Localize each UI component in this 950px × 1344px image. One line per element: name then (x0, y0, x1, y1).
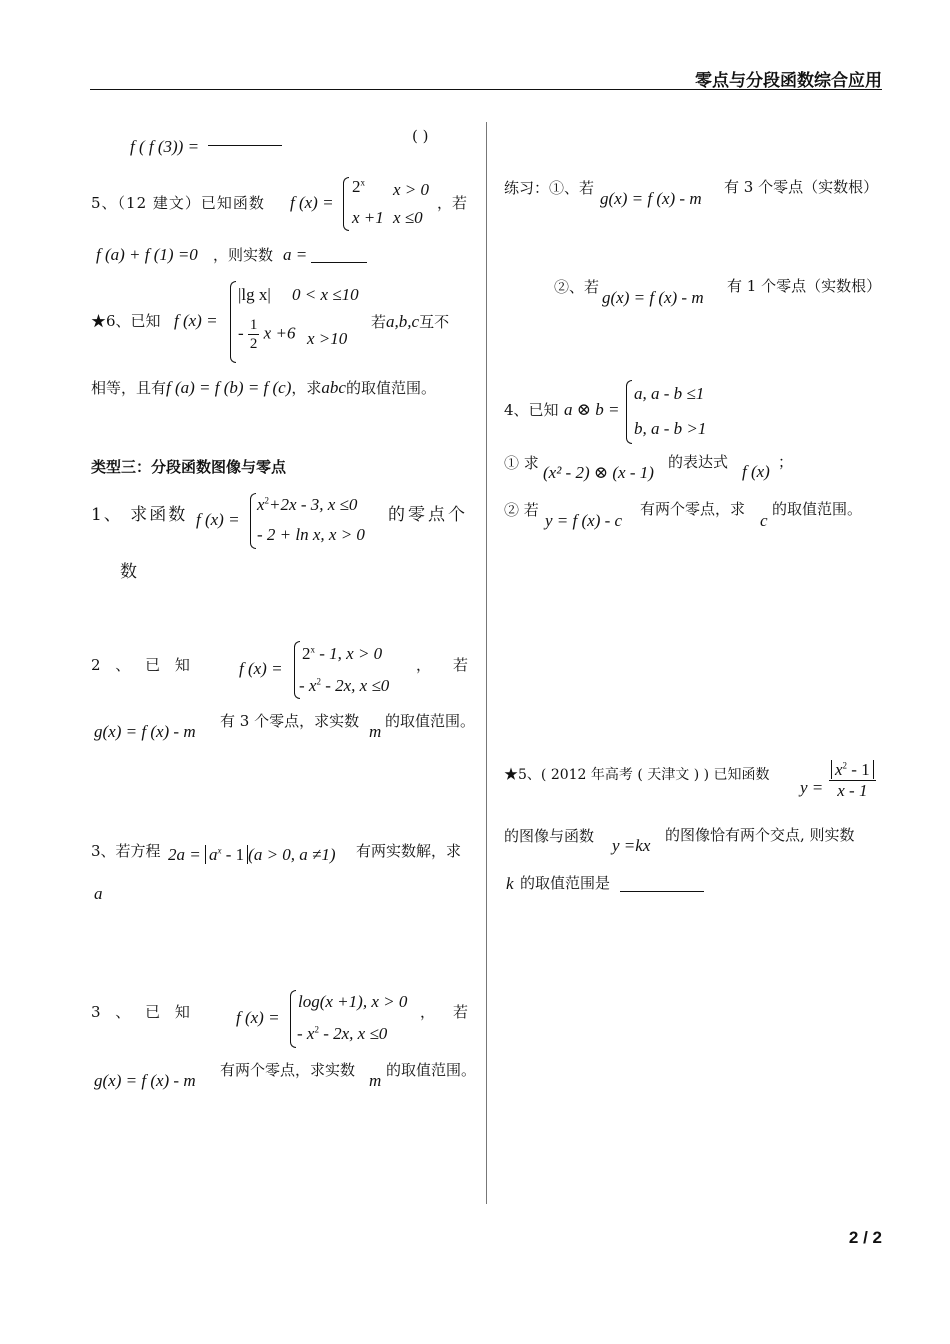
q2-case2-sup: 2 (316, 676, 321, 687)
q4-brace (626, 380, 632, 444)
q2-case1-sup: x (310, 644, 315, 655)
q3a-abs-rest: - 1 (221, 845, 245, 864)
rq5-fraction (829, 760, 876, 802)
q3b-case2 (297, 1024, 387, 1044)
q1-case1-sup: 2 (264, 495, 270, 506)
q2-case2-a: - x (299, 676, 317, 695)
q1-label: 1、 求函数 (91, 505, 188, 525)
ff3-answer-blank (208, 144, 282, 146)
q3b-fx: f (x) = (236, 1008, 280, 1027)
q5-case1 (352, 177, 365, 197)
rq5-line3-var: k (506, 874, 514, 893)
ff3-expression (130, 137, 199, 157)
q2-ruo: 若 (453, 656, 469, 674)
q3b-line2-text: 有两个零点，求实数 (220, 1061, 356, 1079)
q1-case1 (257, 495, 357, 515)
q6-case1-expr: |lg x| (238, 285, 271, 304)
ff3-paren: ( ) (412, 127, 429, 145)
q5-fx: f (x) = (290, 193, 334, 212)
q5-ruo: ，若 (437, 194, 468, 212)
q2-case2-b: - 2x, x ≤0 (320, 676, 390, 695)
q4-sub2-var: c (760, 511, 768, 530)
q5-case2-expr: x +1 (352, 208, 384, 227)
practice2-pre: ②、若 (554, 278, 600, 296)
q2-case1 (302, 644, 382, 664)
rq5-frac (829, 760, 876, 802)
q5-case1-cond: x > 0 (393, 180, 430, 199)
q6-tail-vars: a,b,c (386, 312, 420, 331)
q5-line2-text: ，则实数 (213, 246, 274, 264)
q4-sub1-pre: ① 求 (504, 454, 539, 472)
header-rule (90, 89, 882, 90)
q3a-expr (168, 845, 336, 865)
ff3-expr-text: f ( f (3)) = (130, 137, 200, 156)
practice2-expr: g(x) = f (x) - m (602, 288, 704, 307)
q5-case1-base: 2 (352, 177, 361, 196)
q2-line2-text: 有 3 个零点，求实数 (220, 712, 360, 730)
q4-case2: b, a - b >1 (634, 419, 707, 438)
q1-case1-a: x (257, 495, 265, 514)
q3b-line2-expr: g(x) = f (x) - m (94, 1071, 196, 1090)
q5-case2-cond: x ≤0 (393, 208, 423, 227)
q6-line2-pre: 相等，且有 (91, 379, 167, 397)
q3a-abs-base: a (208, 845, 218, 864)
q2-line2-expr: g(x) = f (x) - m (94, 722, 196, 741)
rq5-num-abs (831, 760, 874, 779)
q5-brace (343, 177, 349, 231)
q2-case1-a: 2 (302, 644, 311, 663)
q3a-tail: 有两实数解，求 (356, 842, 462, 860)
rq5-answer-blank (620, 890, 704, 892)
page-number: 2 / 2 (848, 1228, 882, 1247)
q6-tail (371, 312, 449, 332)
rq5-num-a: x (835, 760, 843, 779)
q2-case1-b: - 1, x > 0 (315, 644, 383, 663)
q6-frac-den: 2 (249, 336, 258, 352)
q4-label: 4、已知 (504, 401, 559, 419)
q3a-line2: a (94, 884, 103, 903)
q1-brace (250, 493, 256, 549)
type3-title: 类型三：分段函数图像与零点 (91, 458, 287, 476)
q3a-expr-left: 2a = (168, 845, 201, 864)
q4-sub1-expr: (x² - 2) ⊗ (x - 1) (543, 463, 654, 482)
q6-tail-pre: 若 (371, 313, 387, 331)
q3b-case1: log(x +1), x > 0 (298, 992, 408, 1011)
q3b-brace (290, 990, 296, 1048)
q2-comma: ， (416, 656, 432, 674)
q1-case1-b: +2x - 3, x ≤0 (269, 495, 358, 514)
q5-answer-blank (311, 261, 367, 263)
q3a-label: 3、若方程 (91, 842, 161, 860)
header-title: 零点与分段函数综合应用 (695, 71, 882, 91)
q6-frac-num: 1 (249, 317, 258, 333)
q6-line2-post: ，求 (291, 379, 322, 397)
q2-case2 (299, 676, 389, 696)
q6-line2-expr: f (a) = f (b) = f (c) (166, 378, 292, 397)
rq5-y: y = (800, 778, 824, 797)
q1-case2: - 2 + ln x, x > 0 (257, 525, 365, 544)
q2-line2-var: m (369, 722, 382, 741)
q2-fx: f (x) = (239, 659, 283, 678)
q4-sub2-end: 的取值范围。 (772, 500, 863, 518)
q6-brace (230, 281, 236, 363)
q3b-case2-sup: 2 (314, 1024, 319, 1035)
q4-case1: a, a - b ≤1 (634, 384, 705, 403)
q6-label: ★6、已知 (91, 312, 161, 330)
q6-case2-rest: x +6 (263, 323, 296, 343)
q3b-comma: ， (420, 1003, 436, 1021)
q2-label: 2 、 已 知 (91, 656, 190, 674)
q5-line2-expr: f (a) + f (1) =0 (96, 245, 198, 264)
rq5-label: ★5、( 2012 年高考 ( 天津文 ) ) 已知函数 (504, 767, 770, 783)
q4-sub1-mid: 的表达式 (668, 453, 729, 471)
rq5-num-sup: 2 (842, 760, 848, 771)
rq5-line2-post: 的图像恰有两个交点, 则实数 (665, 826, 855, 844)
q6-case1-cond: 0 < x ≤10 (292, 285, 359, 304)
practice1-post: 有 3 个零点（实数根） (724, 178, 879, 196)
q3a-abs (205, 845, 248, 864)
q6-line2-end: 的取值范围。 (345, 379, 436, 397)
q4-sub2-pre: ② 若 (504, 501, 539, 519)
rq5-frac-den: x - 1 (837, 781, 868, 801)
q6-case2-fraction (248, 316, 260, 353)
q3b-label: 3 、 已 知 (91, 1003, 190, 1021)
q4-op: a ⊗ b = (564, 400, 620, 419)
q5-line2-var: a = (283, 245, 308, 264)
practice1-pre: 练习：①、若 (504, 179, 595, 197)
rq5-line3-text: 的取值范围是 (520, 874, 611, 892)
q4-sub1 (504, 454, 539, 472)
q6-case2 (238, 316, 295, 353)
q3a-abs-sup: x (217, 845, 222, 856)
q6-tail-post: 互不 (419, 313, 450, 331)
q6-line2 (91, 378, 436, 398)
rq5-line2-expr: y =kx (612, 836, 651, 855)
q6-fx: f (x) = (174, 311, 218, 330)
q1-line2: 数 (120, 562, 137, 582)
q1-fx: f (x) = (196, 510, 240, 529)
rq5-line2-pre: 的图像与函数 (504, 827, 595, 845)
q3b-line2-var: m (369, 1071, 382, 1090)
rq5-frac-num (829, 760, 876, 781)
q4-sub2-expr: y = f (x) - c (545, 511, 623, 530)
q3b-ruo: 若 (453, 1003, 469, 1021)
column-divider (486, 122, 487, 1204)
q3b-case2-a: - x (297, 1024, 315, 1043)
practice1-expr: g(x) = f (x) - m (600, 189, 702, 208)
q6-case2-cond: x >10 (307, 329, 348, 348)
q6-line2-var: abc (321, 378, 346, 397)
q6-case2-sign: - (238, 323, 244, 343)
q4-sub1-end: ； (778, 453, 794, 471)
practice2-post: 有 1 个零点（实数根） (727, 277, 882, 295)
q2-line2-end: 的取值范围。 (385, 712, 476, 730)
q4-sub2-mid: 有两个零点，求 (640, 500, 746, 518)
q3b-case2-b: - 2x, x ≤0 (318, 1024, 388, 1043)
q4-sub1-var: f (x) (742, 462, 770, 481)
q5-label: 5、（12 建文）已知函数 (91, 194, 265, 212)
rq5-num-b: - 1 (847, 760, 870, 779)
q3b-line2-end: 的取值范围。 (386, 1061, 477, 1079)
q3a-cond: (a > 0, a ≠1) (248, 845, 336, 864)
q1-tail: 的零点个 (388, 505, 468, 525)
q5-case1-sup: x (360, 177, 365, 188)
